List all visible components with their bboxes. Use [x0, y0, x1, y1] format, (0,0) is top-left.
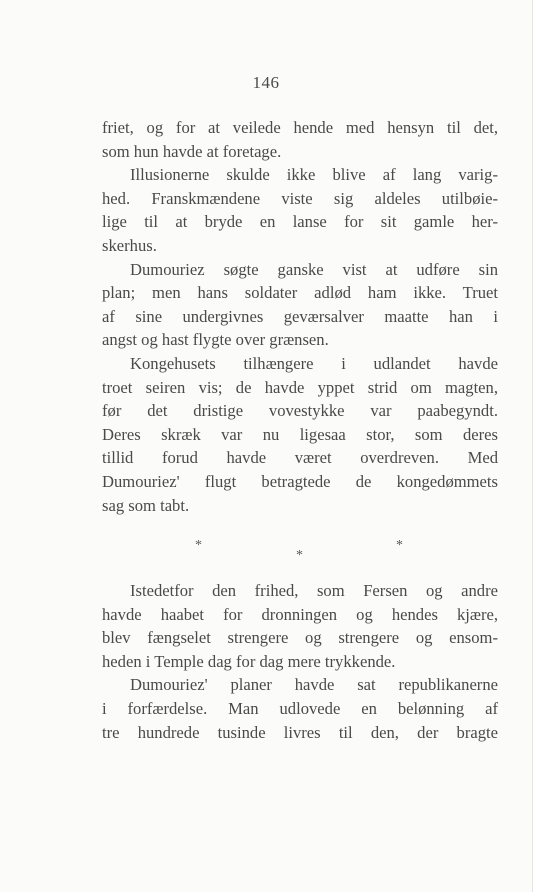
text-line: Istedetfor den frihed, som Fersen og andre: [130, 581, 498, 600]
text-line: angst og hast flygte over grænsen.: [102, 330, 329, 350]
text-line: som hun havde at foretage.: [102, 141, 282, 161]
text-line: i forfærdelse. Man udlovede en belønning af: [102, 698, 498, 718]
text-line: blev fængselet strengere og strengere og ensom-: [102, 628, 498, 648]
text-line: heden i Temple dag for dag mere trykkende.: [102, 651, 396, 671]
text-line: plan; men hans soldater adlød ham ikke. Truet: [102, 283, 498, 303]
text-line: tre hundrede tusinde livres til den, der bragte: [102, 722, 498, 742]
text-block-upper: [102, 116, 498, 517]
text-line: af sine undergivnes geværsalver maatte han i: [102, 306, 498, 326]
text-line: Dumouriez søgte ganske vist at udføre sin: [130, 259, 498, 279]
text-line: Illusionerne skulde ikke blive af lang varig-: [130, 165, 498, 185]
text-line: havde haabet for dronningen og hendes kjære,: [102, 604, 498, 624]
text-line: hed. Franskmændene viste sig aldeles utilbøie-: [102, 188, 498, 208]
page-number: 146: [252, 73, 280, 92]
text-line: troet seiren vis; de havde yppet strid om magten,: [102, 377, 498, 397]
text-line: Deres skræk var nu ligesaa stor, som deres: [102, 424, 498, 444]
text-line: friet, og for at veilede hende med hensyn til det,: [102, 118, 498, 137]
text-line: skerhus.: [102, 235, 157, 255]
text-line: tillid forud havde været overdreven. Med: [102, 448, 498, 468]
separator-asterisk: *: [396, 538, 403, 553]
text-block-lower: [102, 579, 498, 744]
text-line: Kongehusets tilhængere i udlandet havde: [130, 353, 498, 373]
text-line: sag som tabt.: [102, 495, 190, 515]
text-line: Dumouriez' planer havde sat republikanerne: [130, 675, 498, 695]
separator-asterisk: *: [195, 538, 202, 553]
separator-asterisk: *: [296, 548, 303, 563]
section-separator: [0, 536, 532, 566]
text-line: lige til at bryde en lanse for sit gamle her-: [102, 212, 498, 232]
text-line: før det dristige vovestykke var paabegyndt.: [102, 401, 498, 421]
text-line: Dumouriez' flugt betragtede de kongedømmets: [102, 471, 498, 491]
